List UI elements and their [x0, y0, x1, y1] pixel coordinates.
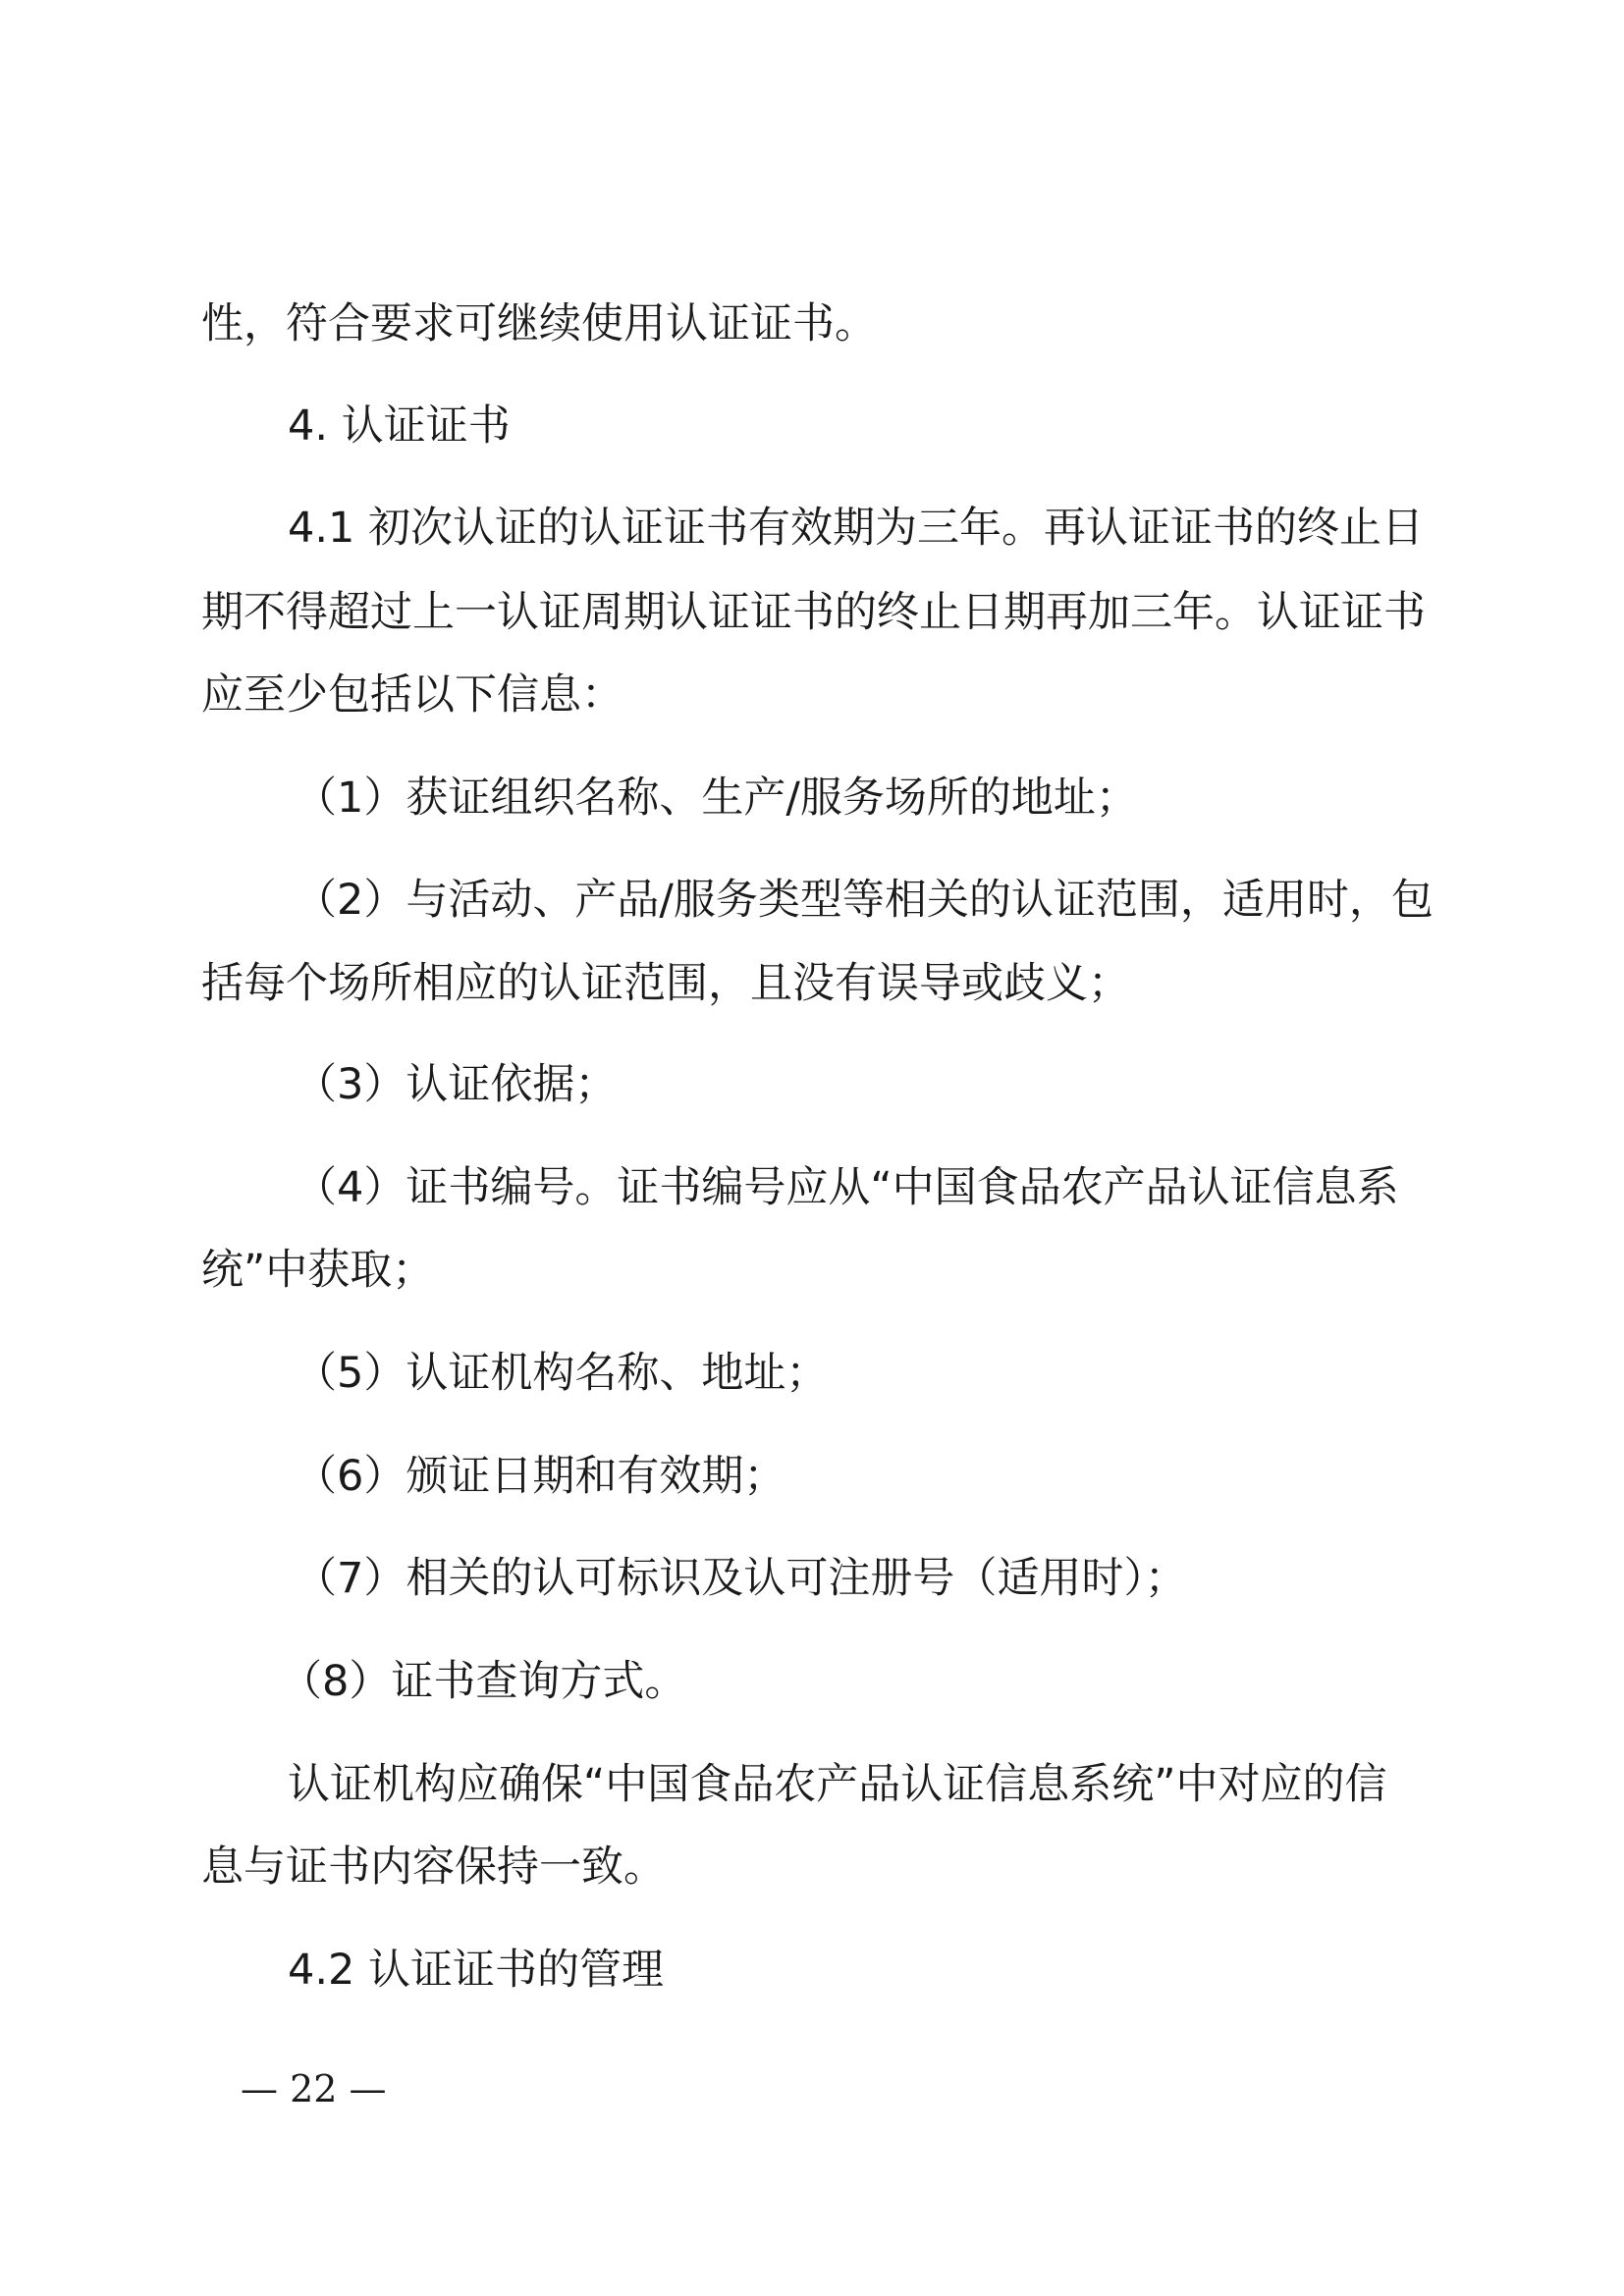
list-item-7: （7）相关的认可标识及认可注册号（适用时）； [295, 1554, 1187, 1603]
paragraph-consistency-line-2: 息与证书内容保持一致。 [201, 1842, 666, 1892]
list-item-5: （5）认证机构名称、地址； [295, 1349, 829, 1398]
page-number: — 22 — [241, 2067, 387, 2110]
paragraph-consistency-line-1: 认证机构应确保“中国食品农产品认证信息系统”中对应的信 [288, 1760, 1387, 1809]
list-item-6: （6）颁证日期和有效期； [295, 1452, 786, 1501]
section-heading-4-2: 4.2 认证证书的管理 [288, 1946, 665, 1995]
list-item-4-line-2: 统”中获取； [201, 1246, 435, 1295]
text-line-1: 性，符合要求可继续使用认证证书。 [201, 299, 877, 348]
section-heading-4: 4. 认证证书 [288, 401, 511, 451]
paragraph-4-1-line-3: 应至少包括以下信息： [201, 670, 623, 720]
list-item-2-line-1: （2）与活动、产品/服务类型等相关的认证范围，适用时，包 [295, 876, 1434, 925]
list-item-1: （1）获证组织名称、生产/服务场所的地址； [295, 774, 1138, 823]
list-item-8: （8）证书查询方式。 [280, 1657, 687, 1706]
list-item-4-line-1: （4）证书编号。证书编号应从“中国食品农产品认证信息系 [295, 1163, 1399, 1212]
paragraph-4-1-line-2: 期不得超过上一认证周期认证证书的终止日期再加三年。认证证书 [201, 588, 1426, 637]
paragraph-4-1-line-1: 4.1 初次认证的认证证书有效期为三年。再认证证书的终止日 [288, 504, 1425, 553]
list-item-3: （3）认证依据； [295, 1060, 618, 1109]
list-item-2-line-2: 括每个场所相应的认证范围，且没有误导或歧义； [201, 959, 1130, 1008]
